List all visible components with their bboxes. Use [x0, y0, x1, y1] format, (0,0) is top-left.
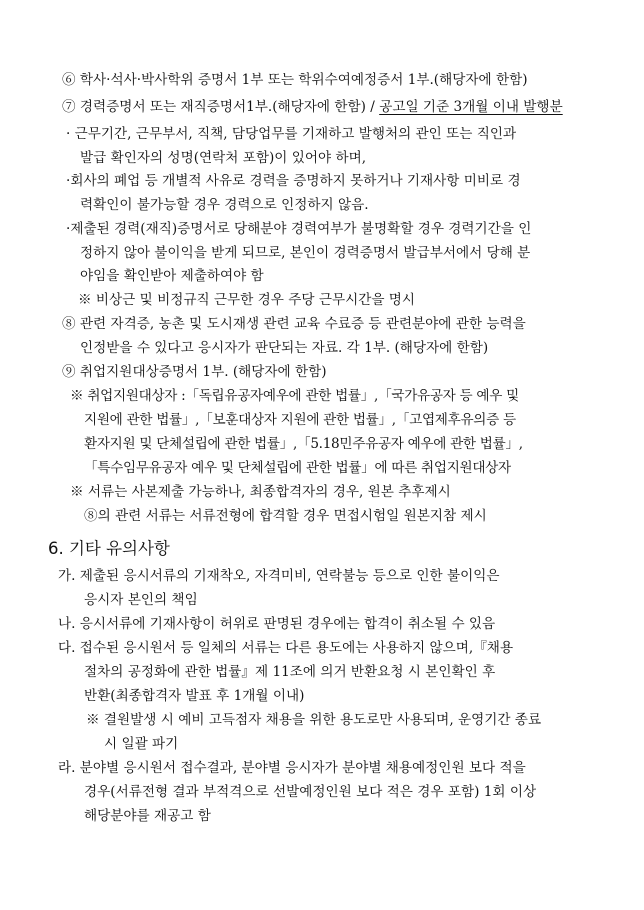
note-employment-support-line-3: 환자지원 및 단체설립에 관한 법률」,「5.18민주유공자 예우에 관한 법률」,	[84, 436, 523, 452]
note-employment-support-line-2: 지원에 관한 법률」,「보훈대상자 지원에 관한 법률」,「고엽제후유의증 등	[84, 412, 516, 428]
bullet-career-details-line-2: 발급 확인자의 성명(연락처 포함)이 있어야 하며,	[80, 150, 367, 166]
note-copies-allowed: ※ 서류는 사본제출 가능하나, 최종합격자의 경우, 원본 추후제시	[70, 484, 451, 500]
note-employment-support-line-4: 「특수임무유공자 예우 및 단체설립에 관한 법률」에 따른 취업지원대상자	[84, 460, 511, 476]
bullet-closure-line-2: 력확인이 불가능할 경우 경력으로 인정하지 않음.	[80, 197, 369, 213]
note-original-documents: ⑧의 관련 서류는 서류전형에 합격할 경우 면접시험일 원본지참 제시	[84, 508, 487, 524]
item-ra-line-3: 해당분야를 재공고 함	[84, 808, 211, 824]
item-8-related-ability-line-2: 인정받을 수 있다고 응시자가 판단되는 자료. 각 1부. (해당자에 한함)	[80, 340, 489, 356]
item-7-text: ⑦ 경력증명서 또는 재직증명서1부.(해당자에 한함) /	[62, 99, 380, 115]
bullet-career-details-line-1: · 근무기간, 근무부서, 직책, 담당업무를 기재하고 발행처의 관인 또는 직인과	[66, 126, 517, 142]
item-9-employment-support: ⑨ 취업지원대상증명서 1부. (해당자에 한함)	[62, 364, 327, 380]
item-da-line-1: 다. 접수된 응시원서 등 일체의 서류는 다른 용도에는 사용하지 않으며,『채용	[58, 640, 514, 656]
note-working-hours: ※ 비상근 및 비정규직 근무한 경우 주당 근무시간을 명시	[78, 292, 416, 308]
note-vacancy-line-2: 시 일괄 파기	[104, 736, 179, 752]
item-7-issue-date-condition: 공고일 기준 3개월 이내 발행분	[379, 99, 563, 115]
item-ra-line-2: 경우(서류전형 결과 부적격으로 선발예정인원 보다 적은 경우 포함) 1회 이상	[84, 784, 537, 800]
bullet-closure-line-1: ·회사의 폐업 등 개별적 사유로 경력을 증명하지 못하거나 기재사항 미비로 경	[66, 173, 521, 189]
item-6-degree-certificate: ⑥ 학사·석사·박사학위 증명서 1부 또는 학위수여예정증서 1부.(해당자에 한함)	[62, 72, 528, 88]
bullet-unclear-career-line-1: ·제출된 경력(재직)증명서로 당해분야 경력여부가 불명확할 경우 경력기간을 인	[66, 221, 532, 237]
bullet-unclear-career-line-2: 정하지 않아 불이익을 받게 되므로, 본인이 경력증명서 발급부서에서 당해 분	[80, 245, 531, 261]
item-da-line-2: 절차의 공정화에 관한 법률』제 11조에 의거 반환요청 시 본인확인 후	[84, 664, 496, 680]
item-da-line-3: 반환(최종합격자 발표 후 1개월 이내)	[84, 688, 305, 704]
bullet-unclear-career-line-3: 야임을 확인받아 제출하여야 함	[80, 268, 264, 284]
item-ra-line-1: 라. 분야별 응시원서 접수결과, 분야별 응시자가 분야별 채용예정인원 보다 적을	[58, 760, 526, 776]
note-vacancy-line-1: ※ 결원발생 시 예비 고득점자 채용을 위한 용도로만 사용되며, 운영기간 종료	[86, 712, 542, 728]
item-na: 나. 응시서류에 기재사항이 허위로 판명된 경우에는 합격이 취소될 수 있음	[58, 616, 496, 632]
item-8-related-ability-line-1: ⑧ 관련 자격증, 농촌 및 도시재생 관련 교육 수료증 등 관련분야에 관한 능력을	[62, 316, 526, 332]
item-ga-line-2: 응시자 본인의 책임	[84, 592, 198, 608]
item-7-career-certificate	[62, 97, 563, 117]
item-ga-line-1: 가. 제출된 응시서류의 기재착오, 자격미비, 연락불능 등으로 인한 불이익은	[58, 568, 500, 584]
note-employment-support-line-1: ※ 취업지원대상자 :「독립유공자예우에 관한 법률」,「국가유공자 등 예우 및	[70, 388, 519, 404]
section-6-title: 6. 기타 유의사항	[48, 539, 170, 558]
